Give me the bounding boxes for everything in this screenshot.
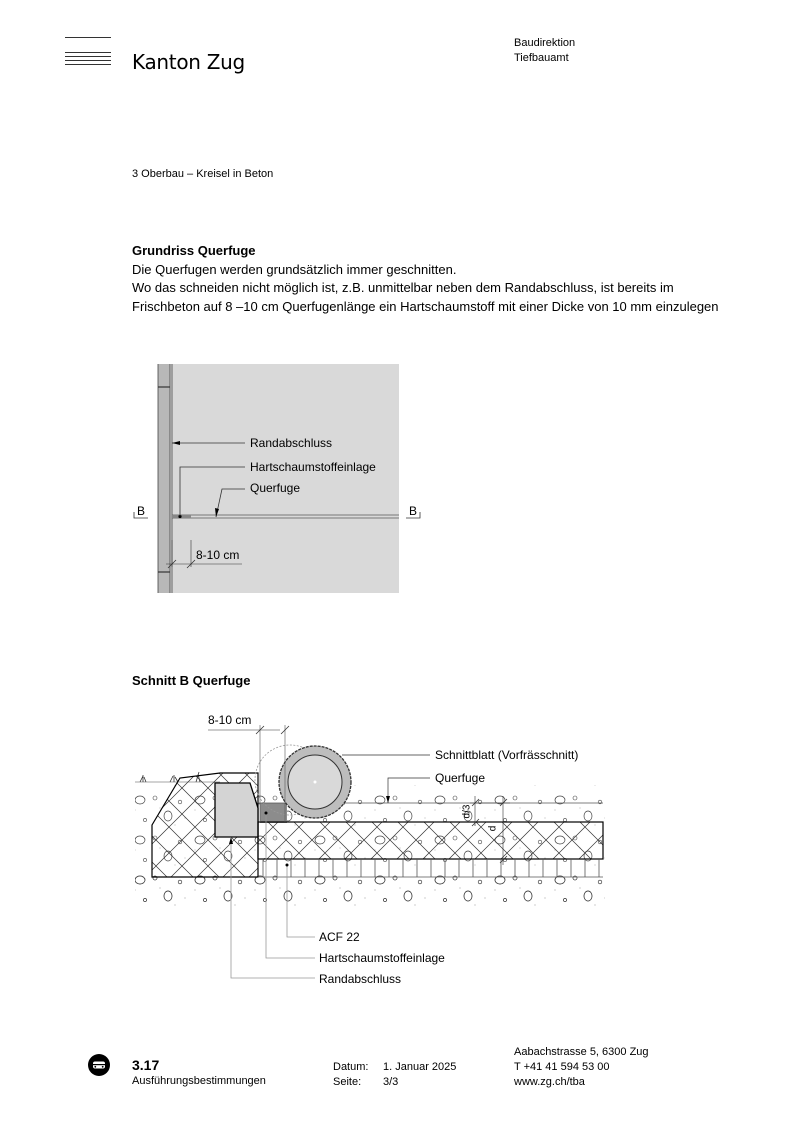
address: Aabachstrasse 5, 6300 Zug: [514, 1046, 649, 1058]
label-d: d: [487, 825, 499, 832]
contact-block: [514, 1045, 649, 1090]
doc-meta: [333, 1060, 456, 1090]
label-dimension-top: 8-10 cm: [208, 713, 252, 727]
grundriss-text: [132, 242, 732, 316]
doc-subtitle: Ausführungsbestimmungen: [132, 1075, 266, 1087]
label-randabschluss: Randabschluss: [250, 436, 333, 450]
section-marker-left: B: [137, 504, 146, 518]
doc-number: 3.17: [132, 1057, 160, 1073]
page-label: Seite:: [333, 1076, 362, 1088]
car-icon: [88, 1054, 110, 1076]
label-hartschaum: Hartschaumstoffeinlage: [319, 951, 445, 965]
label-d3: d/3: [461, 804, 473, 819]
section-title: 3 Oberbau – Kreisel in Beton: [132, 168, 274, 180]
label-hartschaum: Hartschaumstoffeinlage: [250, 460, 376, 474]
date-value: 1. Januar 2025: [383, 1061, 457, 1073]
paragraph-1: Die Querfugen werden grundsätzlich immer geschnitten.: [132, 261, 457, 277]
department-block: [514, 36, 575, 66]
paragraph-2: Wo das schneiden nicht möglich ist, z.B. unmittelbar neben dem Randabschluss, ist bereits im Frischbeton auf 8 –10 cm Querfugenlänge ein Hartschaumstoff mit einer Dicke von 10 mm einzulegen: [132, 280, 719, 314]
logo-mark: [65, 37, 111, 68]
schnitt-heading: Schnitt B Querfuge: [132, 673, 251, 688]
phone: T +41 41 594 53 00: [514, 1061, 610, 1073]
label-querfuge: Querfuge: [435, 771, 486, 785]
schnitt-figure: [130, 710, 610, 995]
office: Tiefbauamt: [514, 52, 569, 64]
grundriss-drawing: [130, 362, 430, 597]
label-randabschluss: Randabschluss: [319, 972, 402, 986]
label-acf: ACF 22: [319, 930, 360, 944]
grundriss-heading: Grundriss Querfuge: [132, 243, 256, 258]
label-dimension: 8-10 cm: [196, 548, 240, 562]
section-marker-right: B: [409, 504, 418, 518]
website-link[interactable]: www.zg.ch/tba: [514, 1076, 585, 1088]
label-schnittblatt: Schnittblatt (Vorfrässchnitt): [435, 748, 579, 762]
page-value: 3/3: [383, 1076, 399, 1088]
department: Baudirektion: [514, 37, 576, 49]
label-querfuge: Querfuge: [250, 481, 301, 495]
grundriss-figure: [130, 362, 430, 597]
date-label: Datum:: [333, 1061, 369, 1073]
org-name: Kanton Zug: [132, 50, 245, 74]
